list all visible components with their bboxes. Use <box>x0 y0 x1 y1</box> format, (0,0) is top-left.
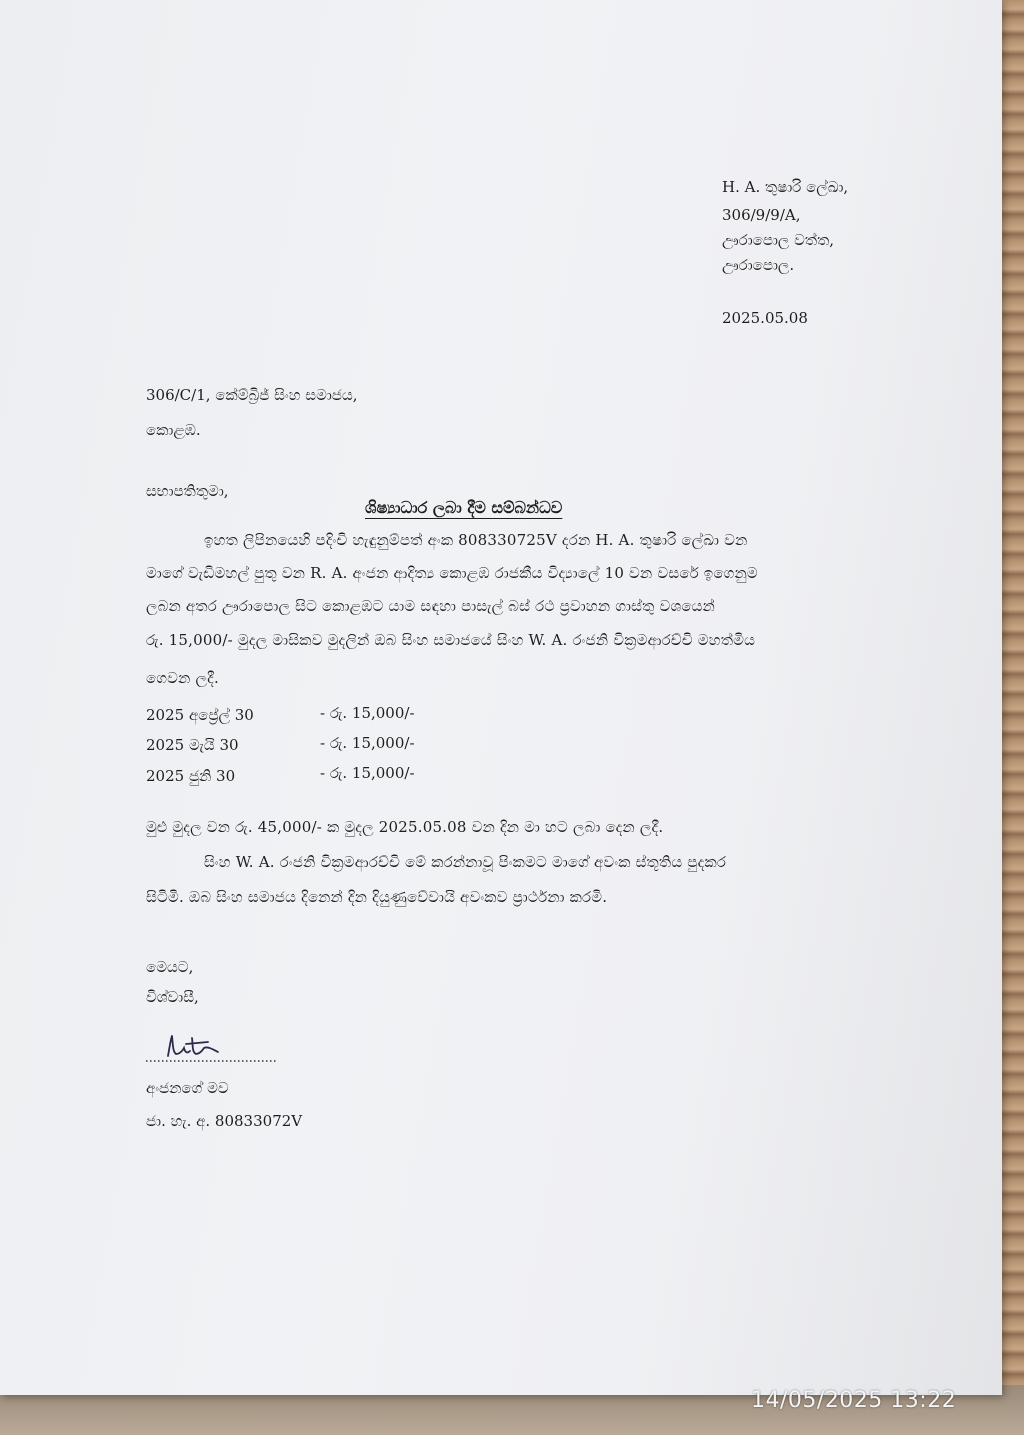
letter-subject: ශිෂ්‍යාධාර ලබා දීම සම්බන්ධව <box>365 498 563 517</box>
thanks-line-2: සිටිමි. ඔබ සිංහ සමාජය දිනෙන් දින දියුණුවේවායි අවංකව ප්‍රාර්ථනා කරමි. <box>146 888 608 906</box>
payment-amount: - රු. 15,000/- <box>320 704 415 722</box>
handwritten-signature <box>146 1030 282 1066</box>
payment-date: 2025 අප්‍රේල් 30 <box>146 706 254 724</box>
sender-name: H. A. තුෂාරි ලේඛා, <box>722 178 849 196</box>
photo-timestamp: 14/05/2025 13:22 <box>751 1388 957 1413</box>
body-line-2: මාගේ වැඩිමහල් පුතු වන R. A. අංජන ආදිත්‍ය කොළඹ රාජකීය විද්‍යාලේ 10 වන වසරේ ඉගෙනුම <box>146 564 758 582</box>
payment-amount: - රු. 15,000/- <box>320 734 415 752</box>
sender-address-line-1: 306/9/9/A, <box>722 206 801 224</box>
closing-sincerely: විශ්වාසී, <box>146 988 199 1006</box>
total-amount-line: මුළු මුදල වන රු. 45,000/- ක මුදල 2025.05.08 වන දින මා හට ලබා දෙන ලදී. <box>146 818 664 836</box>
salutation: සභාපතිතුමා, <box>146 482 229 500</box>
letter-date: 2025.05.08 <box>722 309 808 327</box>
closing-phrase: මෙයට, <box>146 958 194 976</box>
recipient-address-line-1: 306/C/1, කේම්බ්‍රිජ් සිංහ සමාජය, <box>146 386 358 404</box>
payment-date: 2025 ජුනි 30 <box>146 767 236 785</box>
recipient-address-line-2: කොළඹ. <box>146 421 201 439</box>
signatory-name: අංජනගේ මව <box>146 1079 229 1097</box>
sender-address-line-2: ඌරාපොල වත්ත, <box>722 231 835 249</box>
body-line-4: රු. 15,000/- මුදල මාසිකව මුදලින් ඔබ සිංහ සමාජයේ සිංහ W. A. රංජනි වික්‍රමආරච්චි මහත්මිය <box>146 631 756 649</box>
body-line-3: ලබන අතර ඌරාපොල සිට කොළඹට යාම සඳහා පාසැල් බස් රථ ප්‍රවාහන ගාස්තු වශයෙන් <box>146 597 715 615</box>
thanks-line-1: සිංහ W. A. රංජනි වික්‍රමආරච්චි මේ කරන්නාවූ පිංකමට මාගේ අවංක ස්තූතිය පුදකර <box>204 853 727 871</box>
payment-date: 2025 මැයි 30 <box>146 736 239 754</box>
body-line-5: ගෙවන ලදී. <box>146 669 219 687</box>
signatory-nic: ජා. හැ. අ. 80833072V <box>146 1112 303 1130</box>
payment-amount: - රු. 15,000/- <box>320 764 415 782</box>
sender-address-line-3: ඌරාපොල. <box>722 256 795 274</box>
body-line-1: ඉහත ලිපිනයෙහි පදිංචි හැඳුනුම්පත් අංක 808330725V දරන H. A. තුෂාරි ලේඛා වන <box>204 531 748 549</box>
